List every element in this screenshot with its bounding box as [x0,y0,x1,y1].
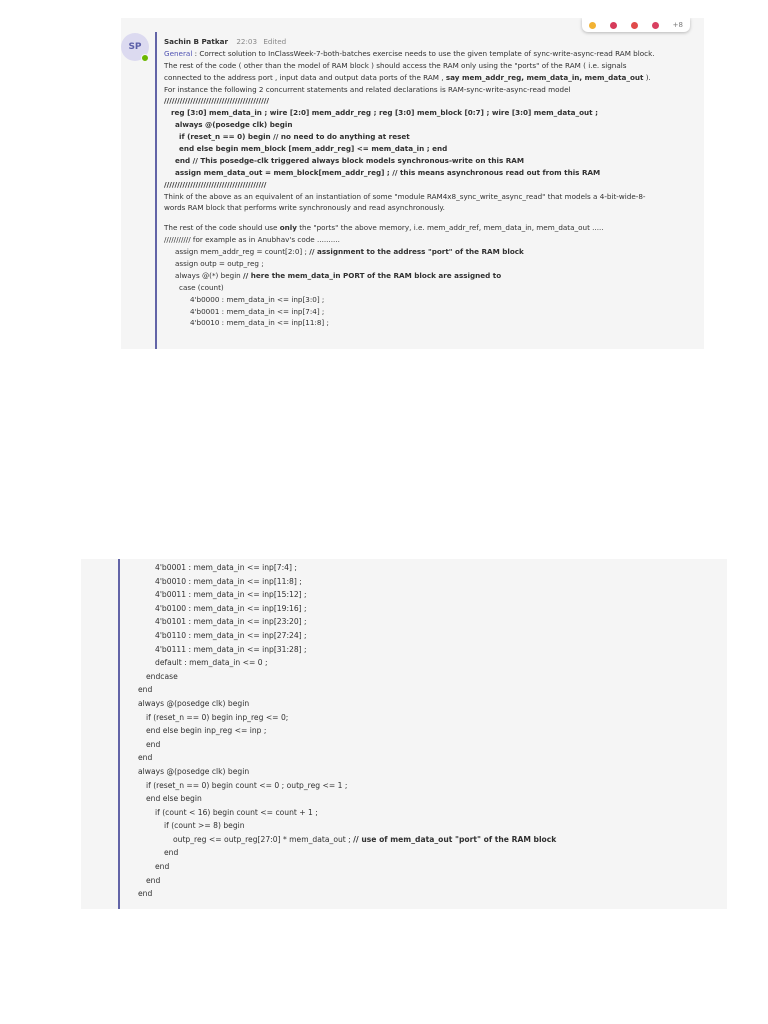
text-span: The rest of the code should use [164,223,280,233]
paragraph-gap [164,214,698,222]
code-line: end [138,889,153,899]
code-line: if (reset_n == 0) begin count <= 0 ; outp_reg <= 1 ; [146,780,348,790]
author-name[interactable]: Sachin B Patkar [164,37,229,46]
message-line: For instance the following 2 concurrent statements and related declarations is RAM-sync-write-async-read model [164,84,571,94]
code-line: end else begin [146,794,202,804]
code-line: end [138,685,153,695]
code-line: always @(posedge clk) begin [175,120,293,130]
separator-slashes: //////////////////////////////////////// [164,96,270,106]
code-body [138,561,721,901]
code-line: if (reset_n == 0) begin // no need to do anything at reset [179,132,410,142]
text-span: assign mem_addr_reg = count[2:0] ; [175,247,310,257]
message-accent-bar [118,559,120,909]
code-line: end else begin inp_reg <= inp ; [146,726,267,736]
message-line: Think of the above as an equivalent of an instantiation of some "module RAM4x8_sync_write_async_read" that models a 4-bit-wide-8- [164,191,646,201]
message-body [164,36,698,329]
message-header [164,36,698,48]
message-line [164,48,698,60]
code-line: end [164,848,179,858]
code-line: default : mem_data_in <= 0 ; [155,658,268,668]
reaction-surprised-icon[interactable] [652,22,659,29]
code-line: reg [3:0] mem_data_in ; wire [2:0] mem_addr_reg ; reg [3:0] mem_block [0:7] ; wire [3:0] mem_data_out ; [171,108,598,118]
presence-status-icon [141,54,149,62]
code-line: if (count >= 8) begin [164,821,245,831]
reaction-heart-icon[interactable] [610,22,617,29]
channel-mention-link[interactable]: General [164,48,193,58]
code-line: always @(posedge clk) begin [138,766,250,776]
bold-comment: // use of mem_data_out "port" of the RAM block [353,834,557,844]
code-line: 4'b0101 : mem_data_in <= inp[23:20] ; [155,617,307,627]
code-continuation-card [81,559,727,909]
text-span: the "ports" the above memory, i.e. mem_addr_ref, mem_data_in, mem_data_out ..... [296,223,604,233]
message-line [164,222,698,234]
message-line: The rest of the code ( other than the model of RAM block ) should access the RAM only using the "ports" of the RAM ( i.e. signals [164,60,627,70]
code-line: case (count) [179,282,224,292]
reactions-bar[interactable] [582,18,690,32]
text-span: ). [643,72,651,82]
avatar-initials: SP [128,42,142,52]
code-line: end [146,875,161,885]
code-line: 4'b0000 : mem_data_in <= inp[3:0] ; [190,294,325,304]
code-line: end [155,862,170,872]
code-line: end // This posedge-clk triggered always block models synchronous-write on this RAM [175,155,524,165]
message-accent-bar [155,32,157,349]
message-time: 22:03 [236,37,258,46]
code-line: 4'b0001 : mem_data_in <= inp[7:4] ; [190,306,325,316]
code-line: endcase [146,671,178,681]
message-line: words RAM block that performs write synchronously and read asynchronously. [164,203,445,213]
code-line: end else begin mem_block [mem_addr_reg] <= mem_data_in ; end [179,144,448,154]
bold-text-span: only [279,223,297,233]
reaction-more-count[interactable]: +8 [672,21,683,29]
intro-text: : Correct solution to InClassWeek-7-both-batches exercise needs to use the given template of sync-write-async-read RAM block. [192,48,655,58]
text-span: connected to the address port , input data and output data ports of the RAM , [164,72,446,82]
code-line: 4'b0010 : mem_data_in <= inp[11:8] ; [190,318,329,328]
message-line: /////////// for example as in Anubhav's code .......... [164,235,340,245]
code-line: if (reset_n == 0) begin inp_reg <= 0; [146,712,289,722]
bold-comment: // assignment to the address "port" of the RAM block [309,247,524,257]
code-line: end [146,739,161,749]
bold-text-span: say mem_addr_reg, mem_data_in, mem_data_out [445,72,644,82]
separator-slashes: /////////////////////////////////////// [164,179,267,189]
text-span: outp_reg <= outp_reg[27:0] * mem_data_out ; [173,834,354,844]
chat-message-card [121,18,704,349]
code-line: if (count < 16) begin count <= count + 1 ; [155,807,318,817]
code-line: assign outp = outp_reg ; [175,259,264,269]
code-line: 4'b0110 : mem_data_in <= inp[27:24] ; [155,630,307,640]
code-line: always @(posedge clk) begin [138,698,250,708]
bold-comment: // here the mem_data_in PORT of the RAM block are assigned to [243,270,502,280]
code-line: assign mem_data_out = mem_block[mem_addr_reg] ; // this means asynchronous read out from this RAM [175,167,601,177]
code-line: 4'b0011 : mem_data_in <= inp[15:12] ; [155,590,307,600]
code-line: end [138,753,153,763]
code-line: 4'b0001 : mem_data_in <= inp[7:4] ; [155,563,297,572]
code-line: 4'b0100 : mem_data_in <= inp[19:16] ; [155,603,307,613]
code-line: 4'b0111 : mem_data_in <= inp[31:28] ; [155,644,307,654]
code-line [138,833,721,847]
edited-label: Edited [263,37,287,46]
code-line [164,246,698,258]
text-span: always @(*) begin [175,270,244,280]
reaction-laugh-icon[interactable] [631,22,638,29]
code-line [164,270,698,282]
reaction-like-icon[interactable] [589,22,596,29]
message-line [164,72,698,84]
code-line: 4'b0010 : mem_data_in <= inp[11:8] ; [155,576,302,586]
